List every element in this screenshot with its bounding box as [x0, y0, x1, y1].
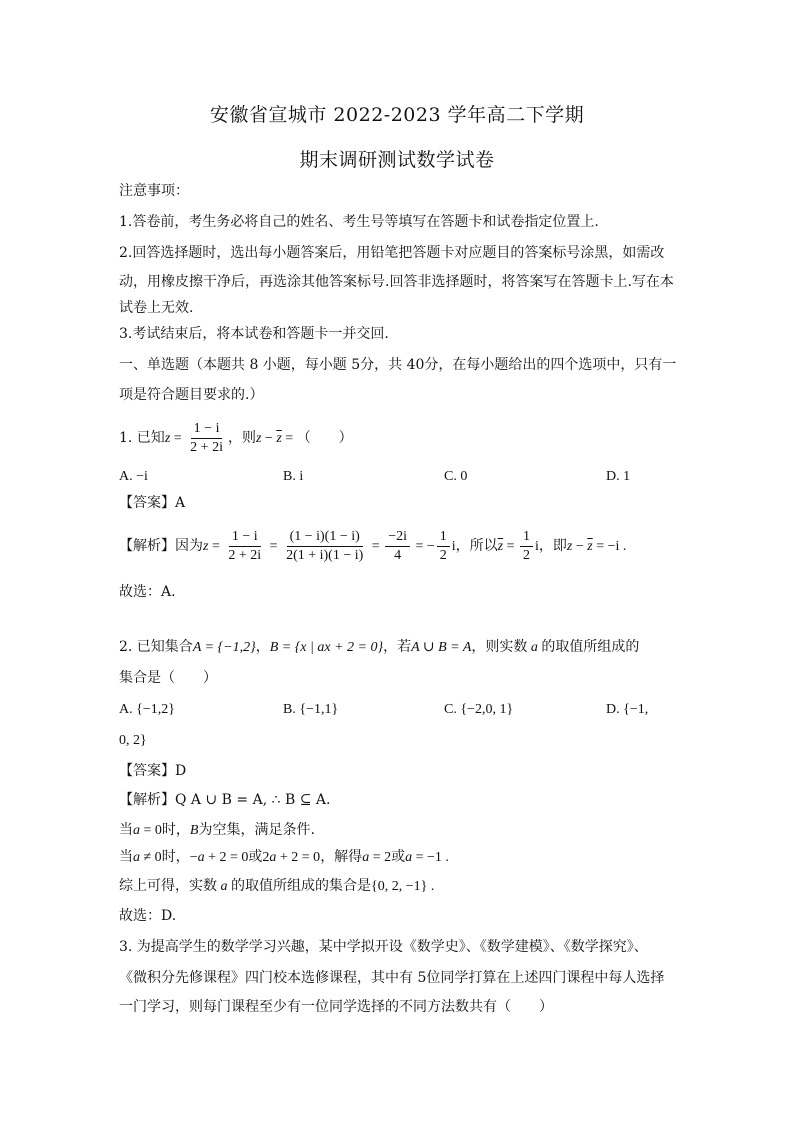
q3-stem-c: 一门学习，则每门课程至少有一位同学选择的不同方法数共有（ ）: [119, 999, 553, 1015]
q1-conclusion: 故选：A.: [119, 584, 176, 600]
q2-summary: 综上可得，实数 a 的取值所组成的集合是{0, 2, −1} .: [119, 878, 435, 894]
q2-answer: 【答案】D: [119, 763, 187, 779]
notice-item-2c: 试卷上无效.: [119, 300, 194, 316]
q2-stem-b: 集合是（ ）: [119, 670, 217, 686]
notice-heading: 注意事项：: [119, 183, 189, 199]
q2-option-c: C. {−2,0, 1}: [444, 702, 514, 717]
q2-option-d-cont: 0, 2}: [119, 733, 147, 748]
exam-title-line1: 安徽省宣城市 2022-2023 学年高二下学期: [209, 104, 585, 126]
q1-answer: 【答案】A: [119, 495, 186, 511]
section1-heading-b: 项是符合题目要求的.）: [119, 387, 264, 403]
q1-option-a: A. −i: [119, 469, 148, 484]
section1-heading-a: 一、单选题（本题共 8 小题，每小题 5分，共 40分，在每小题给出的四个选项中，只有一: [119, 357, 677, 373]
q2-stem-a: 2. 已知集合A = {−1,2}，B = {x | ax + 2 = 0}，若A ∪ B = A，则实数 a 的取值所组成的: [119, 639, 640, 655]
q1-option-c: C. 0: [444, 469, 468, 484]
notice-item-2a: 2.回答选择题时，选出每小题答案后，用铅笔把答题卡对应题目的答案标号涂黑，如需改: [119, 245, 665, 261]
notice-item-3: 3.考试结束后，将本试卷和答题卡一并交回.: [119, 326, 389, 342]
q2-case-2: 当a ≠ 0时，−a + 2 = 0或2a + 2 = 0，解得a = 2或a = −1 .: [119, 849, 449, 865]
q3-stem-a: 3. 为提高学生的数学学习兴趣，某中学拟开设《数学史》、《数学建模》、《数学探究》、: [119, 939, 648, 955]
q2-conclusion: 故选：D.: [119, 908, 177, 924]
q1-analysis: 【解析】因为z = $\frac{1 - i}{2 + 2i}$ = $\frac{(1 - i)(1 - i)}{2(1 + i)(1 - i)}$ = $\frac{-2i}{4}$ = − $\frac{1}{2}$ i，所以$\overline{z}$ = $\frac{1}{2}$ i，即$z - \overline{z} = -i$ .: [119, 528, 627, 563]
notice-item-2b: 动，用橡皮擦干净后，再选涂其他答案标号.回答非选择题时，将答案写在答题卡上.写在本: [119, 274, 674, 290]
q2-option-d: D. {−1,: [606, 702, 649, 717]
q2-option-a: A. {−1,2}: [119, 702, 175, 717]
q1-option-d: D. 1: [606, 469, 631, 484]
exam-title-line2: 期末调研测试数学试卷: [299, 149, 495, 171]
notice-item-1: 1.答卷前，考生务必将自己的姓名、考生号等填写在答题卡和试卷指定位置上.: [119, 214, 599, 230]
q1-fraction: $\frac{1 - i}{2 + 2i}$: [190, 420, 223, 455]
q1-option-b: B. i: [283, 469, 304, 484]
q3-stem-b: 《微积分先修课程》四门校本选修课程，其中有 5位同学打算在上述四门课程中每人选择: [119, 970, 665, 986]
q1-stem: 1. 已知z = $\frac{1 - i}{2 + 2i}$ ，则$z - \overline{z}$ = （ ）: [119, 420, 353, 455]
q2-case-1: 当a = 0时，B为空集，满足条件.: [119, 822, 315, 838]
q2-analysis: 【解析】Q A ∪ B = A, ∴ B ⊆ A.: [119, 792, 331, 808]
q2-option-b: B. {−1,1}: [283, 702, 339, 717]
